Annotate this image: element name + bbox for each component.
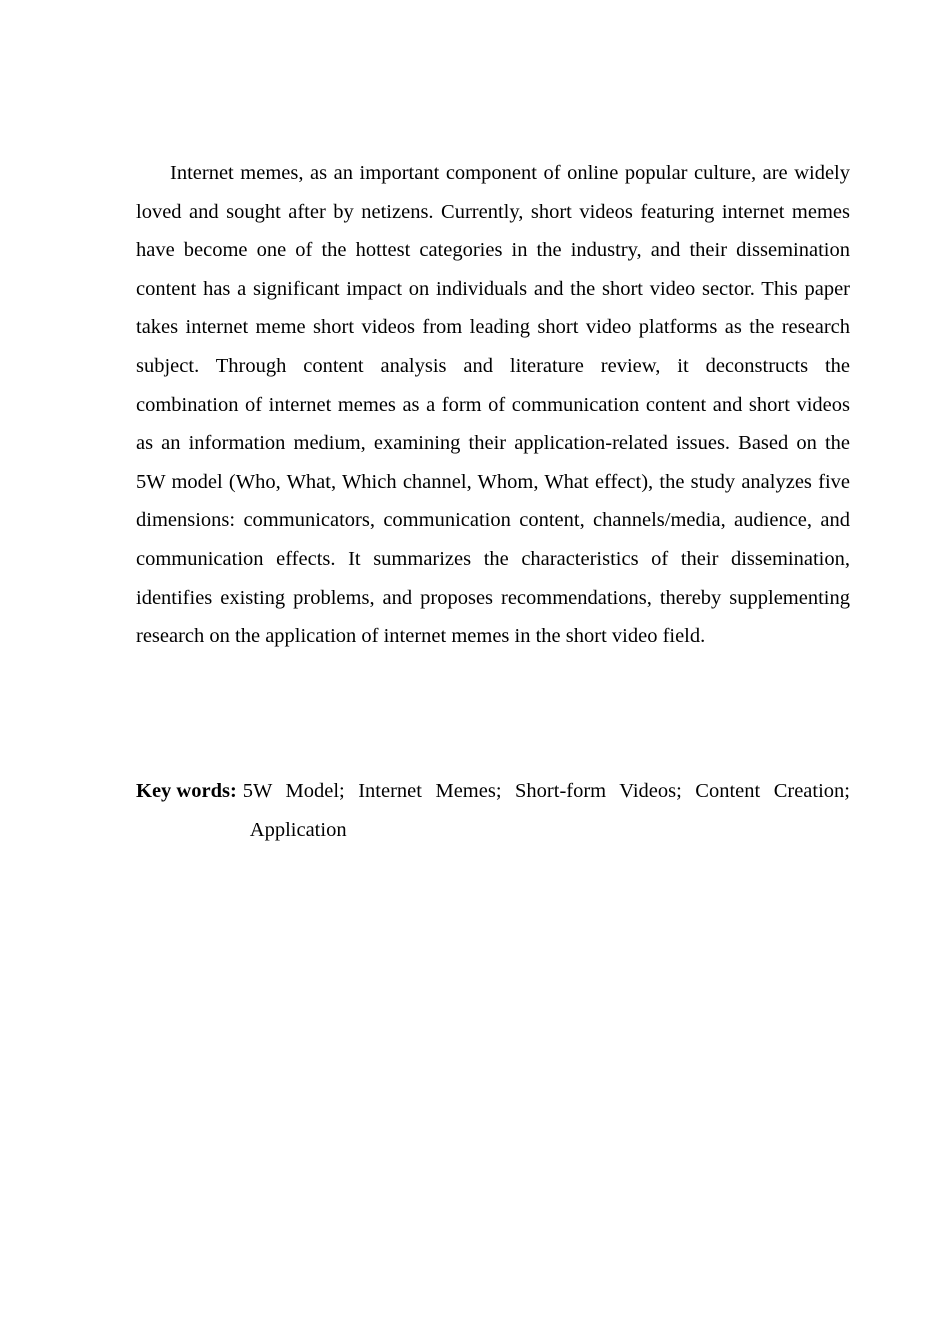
keywords-separator: : — [229, 780, 237, 802]
keywords-section — [136, 772, 850, 849]
keywords-label: Key words — [136, 780, 230, 802]
keywords-line-1: 5W Model; Internet Memes; Short-form Videos; Content Creation; — [242, 780, 850, 802]
keywords-list — [243, 772, 850, 849]
keywords-line-2: Application — [249, 818, 347, 841]
abstract-paragraph: Internet memes, as an important component of online popular culture, are widely loved and sought after by netizens. Currently, short videos featuring internet memes have become one of the hottest categories in the industry, and their dissemination content has a significant impact on individuals and the short video sector. This paper takes internet meme short videos from leading short video platforms as the research subject. Through content analysis and literature review, it deconstructs the combination of internet memes as a form of communication content and short videos as an information medium, examining their application-related issues. Based on the 5W model (Who, What, Which channel, Whom, What effect), the study analyzes five dimensions: communicators, communication content, channels/media, audience, and communication effects. It summarizes the characteristics of their dissemination, identifies existing problems, and proposes recommendations, thereby supplementing research on the application of internet memes in the short video field. — [136, 162, 850, 648]
